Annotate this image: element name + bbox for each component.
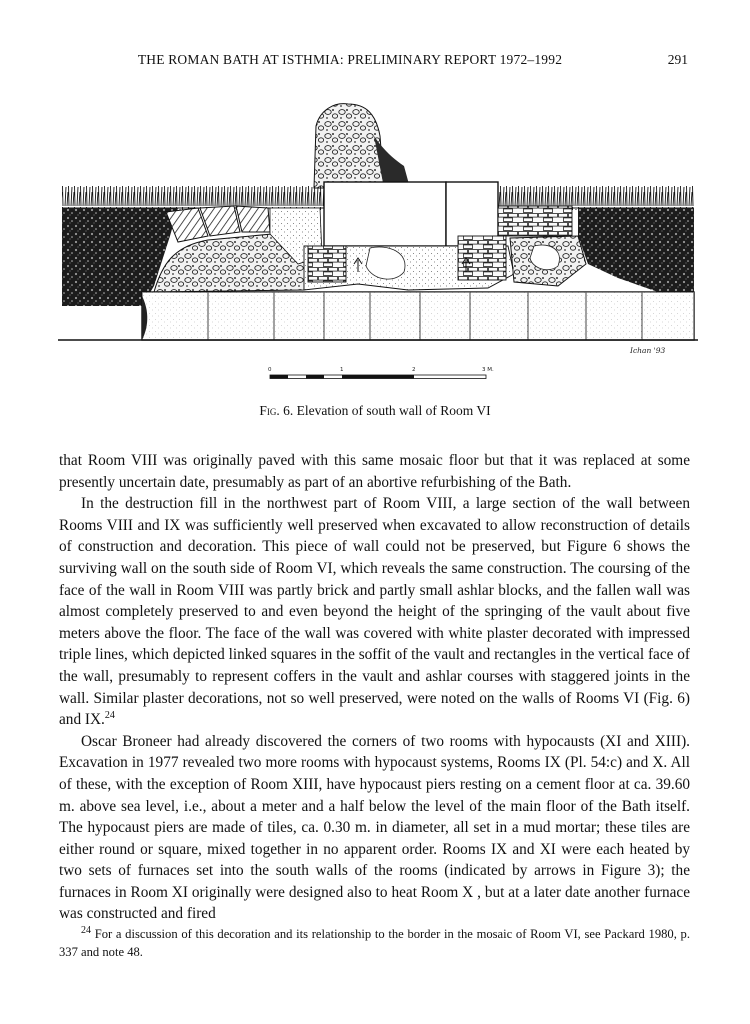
scale-label-0: 0	[268, 367, 272, 373]
wall-elevation-illustration	[58, 96, 698, 358]
footnote	[59, 925, 690, 961]
scale-label-3: 3 M.	[482, 367, 494, 373]
scale-label-2: 2	[412, 367, 416, 373]
footnote-reference: 24	[104, 710, 115, 722]
paragraph-2	[59, 493, 690, 731]
scale-bar-graphic	[268, 365, 518, 387]
scale-label-1: 1	[340, 367, 344, 373]
figure-elevation-drawing	[58, 96, 698, 358]
footnote-number: 24	[81, 924, 91, 936]
scale-bar	[268, 365, 518, 387]
figure-caption-text: Elevation of south wall of Room VI	[296, 403, 491, 418]
running-head: THE ROMAN BATH AT ISTHMIA: PRELIMINARY REPORT 1972–1992	[137, 52, 563, 67]
illustrator-signature: Ichan '93	[630, 346, 666, 355]
paragraph-3: Oscar Broneer had already discovered the corners of two rooms with hypocausts (XI and XIII). Excavation in 1977 revealed two more rooms with hypocaust systems, Rooms IX (Pl. 54:c) and X. All of these, with the exception of Room XIII, have hypocaust piers resting on a cement floor at ca. 39.60 m. above sea level, i.e., about a meter and a half below the level of the main floor of the Bath itself. The hypocaust piers are made of tiles, ca. 0.30 m. in diameter, all set in a mud mortar; these tiles are either round or square, mixed together in no apparent order. Rooms IX and XI were each heated by two sets of furnaces set into the south walls of the rooms (indicated by arrows in Figure 3); the furnaces in Room XI originally were designed also to heat Room X , but at a later date another furnace was constructed and fired	[59, 732, 690, 923]
paragraph-2-text: In the destruction fill in the northwest part of Room VIII, a large section of the wall between Rooms VIII and IX was sufficiently well preserved when excavated to allow reconstruction of details of construction and decoration. This piece of wall could not be preserved, but Figure 6 shows the surviving wall on the south side of Room VI, which reveals the same construction. The coursing of the face of the wall in Room VIII was partly brick and partly small ashlar blocks, and the fallen wall was almost completely preserved to and even beyond the height of the springing of the vault about five meters above the floor. The face of the wall was covered with white plaster decorated with impressed triple lines, which depicted linked squares in the soffit of the vault and rectangles in the vertical face of the wall, presumably to represent coffers in the vault and ashlar courses with staggered joints in the wall. Similar plaster decorations, not so well preserved, were noted on the walls of Rooms VI (Fig. 6) and IX.	[59, 495, 690, 729]
page-number: 291	[667, 52, 688, 67]
figure-caption-label: Fig. 6.	[259, 403, 294, 418]
figure-caption	[0, 403, 750, 419]
footnote-text: For a discussion of this decoration and its relationship to the border in the mosaic of Room VI, see Packard 1980, p. 337 and note 48.	[59, 927, 690, 959]
body-text	[59, 450, 690, 925]
paragraph-1: that Room VIII was originally paved with this same mosaic floor but that it was replaced at some presently uncertain date, presumably as part of an abortive refurbishing of the Bath.	[59, 452, 690, 491]
